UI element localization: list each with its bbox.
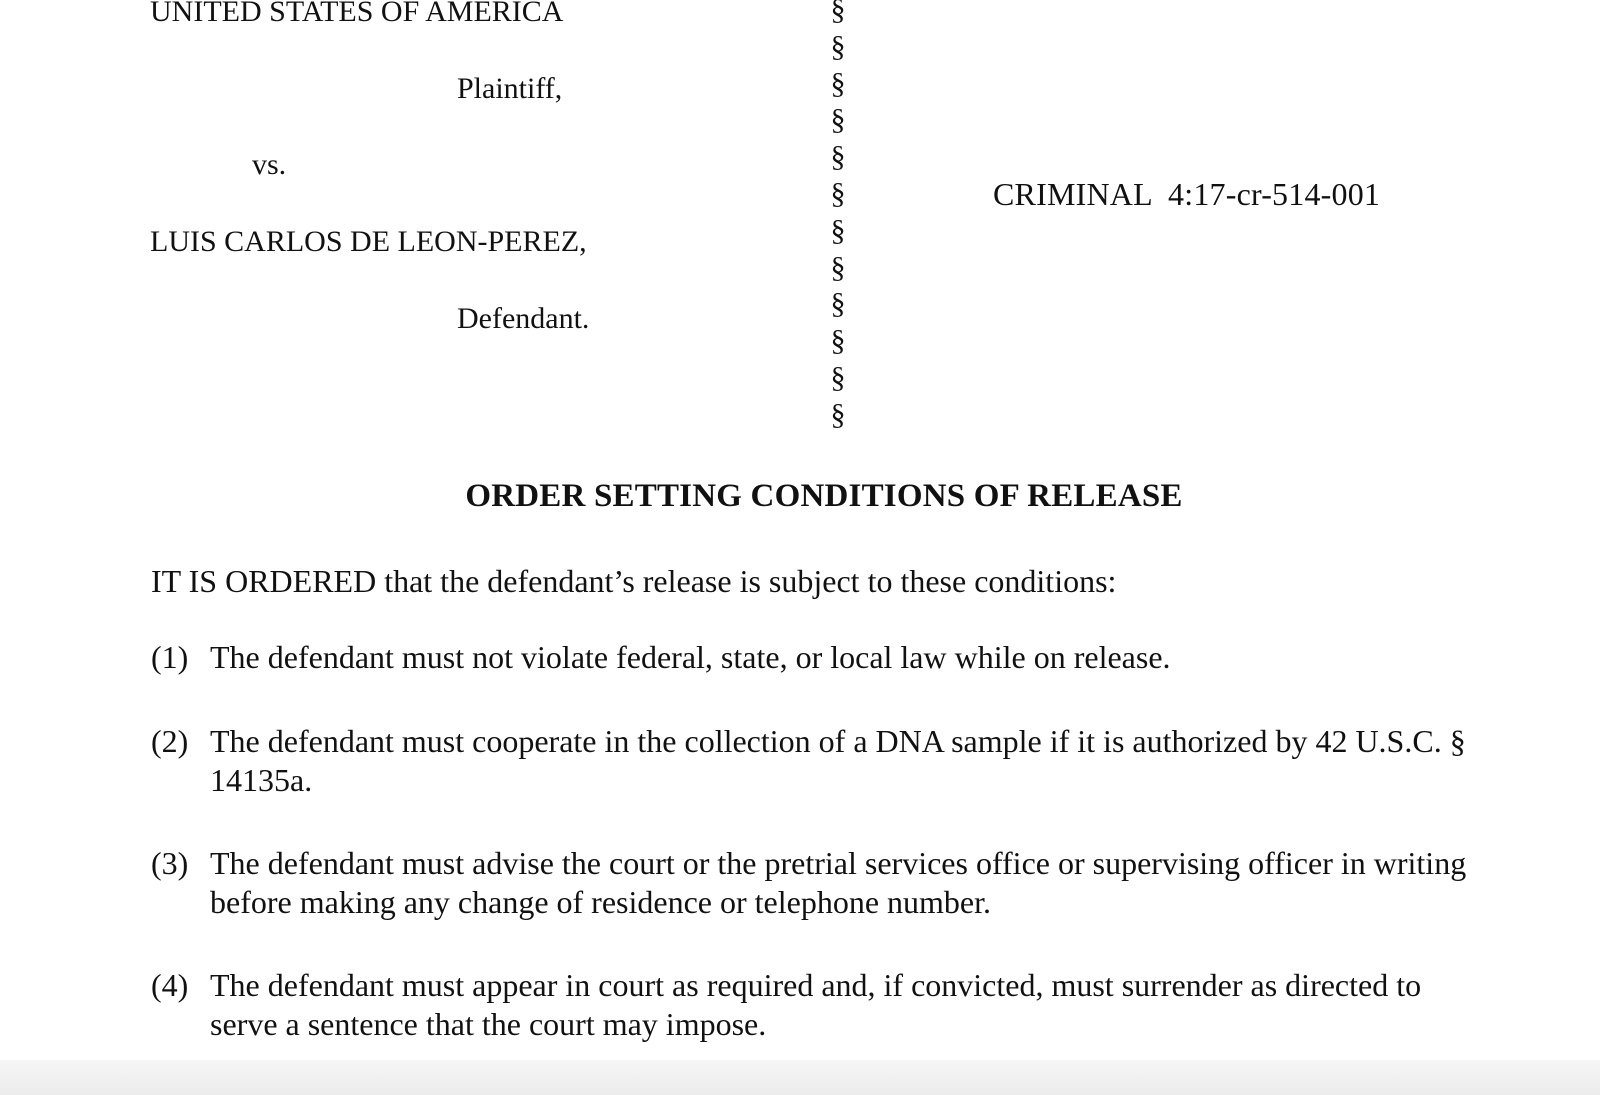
- condition-number: (3): [151, 845, 189, 881]
- condition-item: [151, 844, 1481, 922]
- defendant-label: Defendant.: [457, 302, 590, 335]
- condition-text: The defendant must appear in court as required and, if convicted, must surrender as directed to serve a sentence that the court may impose.: [210, 967, 1422, 1042]
- section-symbol: §: [830, 213, 846, 247]
- section-symbol: §: [830, 140, 846, 174]
- condition-text: The defendant must advise the court or the pretrial services office or supervising officer in writing before making any change of residence or telephone number.: [210, 845, 1467, 920]
- page-bottom-shadow: [0, 1060, 1600, 1095]
- plaintiff-name: UNITED STATES OF AMERICA: [150, 0, 564, 28]
- condition-number: (4): [151, 967, 189, 1003]
- case-number: CRIMINAL 4:17-cr-514-001: [993, 176, 1381, 212]
- section-symbol-column: [826, 0, 850, 434]
- section-symbol: §: [830, 324, 846, 358]
- condition-number: (2): [151, 723, 189, 759]
- section-symbol: §: [830, 0, 846, 26]
- section-symbol: §: [830, 66, 846, 100]
- condition-text: The defendant must cooperate in the collection of a DNA sample if it is authorized by 42 U.S.C. § 14135a.: [210, 723, 1466, 798]
- plaintiff-label: Plaintiff,: [457, 72, 563, 105]
- section-symbol: §: [830, 360, 846, 394]
- condition-item: [151, 722, 1481, 800]
- section-symbol: §: [830, 29, 846, 63]
- order-intro: IT IS ORDERED that the defendant’s release is subject to these conditions:: [151, 563, 1117, 599]
- section-symbol: §: [830, 250, 846, 284]
- section-symbol: §: [830, 397, 846, 431]
- condition-number: (1): [151, 639, 189, 675]
- defendant-name: LUIS CARLOS DE LEON-PEREZ,: [150, 225, 587, 258]
- condition-item: [151, 966, 1481, 1044]
- condition-text: The defendant must not violate federal, state, or local law while on release.: [210, 639, 1171, 675]
- section-symbol: §: [830, 287, 846, 321]
- versus-label: vs.: [252, 148, 287, 181]
- section-symbol: §: [830, 176, 846, 210]
- section-symbol: §: [830, 103, 846, 137]
- order-title: ORDER SETTING CONDITIONS OF RELEASE: [465, 478, 1183, 514]
- condition-item: [151, 638, 1481, 677]
